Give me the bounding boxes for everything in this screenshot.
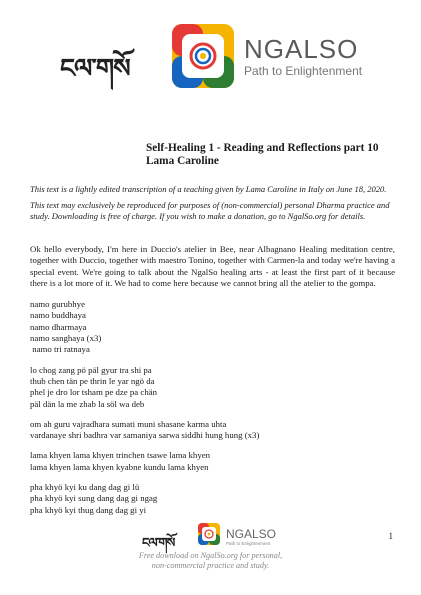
- verse-line: om ah guru vajradhara sumati muni shasane karma uhta: [30, 418, 227, 429]
- verse-line: pha khyö kyi ku dang dag gi lü: [30, 482, 140, 493]
- copyright-note: This text may exclusively be reproduced for purposes of (non-commercial) personal Dharma practice and study. Downloading is free of charge. If you wish to make a donation, go to NgalSo.org for details.: [30, 200, 390, 221]
- author-line: Lama Caroline: [146, 155, 219, 167]
- title-line: Self-Healing 1 - Reading and Reflections part 10: [146, 142, 379, 154]
- verse-line: namo dharmaya: [30, 321, 87, 332]
- verse-line: lo chog zang pö päl gyur tra shi pa: [30, 364, 152, 375]
- footer-brand-tagline: Path to Enlightenment: [226, 541, 271, 546]
- footer-tibetan-logotype: ངལ་གསོ: [142, 536, 175, 551]
- intro-notice: [30, 184, 405, 227]
- verse-block: [30, 419, 395, 442]
- footer-note-line: Free download on NgalSo.org for personal,: [138, 551, 283, 560]
- footer-brand: [226, 527, 276, 546]
- verse-line: lama khyen lama khyen trinchen tsawe lama khyen: [30, 450, 211, 461]
- footer-note: [0, 551, 421, 571]
- verse-line: lama khyen lama khyen kyabne kundu lama khyen: [30, 461, 209, 472]
- footer-logo: [142, 522, 282, 552]
- brand-block: [244, 36, 362, 78]
- tibetan-logotype: ངལ་གསོ: [60, 54, 130, 84]
- verse-line: pha khyö kyi thug dang dag gi yi: [30, 504, 147, 515]
- brand-tagline: Path to Enlightenment: [244, 64, 363, 78]
- verse-line: päl dän la me zhab la söl wa deb: [30, 398, 145, 409]
- verse-block: [30, 450, 395, 473]
- page-number: 1: [388, 531, 393, 541]
- verse-line: namo tri ratnaya: [30, 344, 90, 355]
- verse-line: thub chen tän pe thrin le yar ngö da: [30, 375, 155, 386]
- verse-line: namo buddhaya: [30, 310, 86, 321]
- verse-line: namo gurubhye: [30, 299, 85, 310]
- footer-brand-name: NGALSO: [226, 527, 277, 541]
- footer-note-line: non-commercial practice and study.: [151, 561, 270, 570]
- verse-line: vardanaye shri badhra var samaniya sarwa siddhi hung hung (x3): [30, 430, 260, 441]
- verse-block: [30, 299, 395, 355]
- verse-block: [30, 482, 395, 516]
- verse-line: namo sanghaya (x3): [30, 333, 102, 344]
- header-logo: [52, 18, 382, 96]
- ngalso-logo-icon: [197, 522, 221, 546]
- document-title: [146, 142, 406, 168]
- ngalso-logo-icon: [170, 22, 236, 90]
- brand-name: NGALSO: [244, 34, 359, 64]
- verse-line: pha khyö kyi sung dang dag gi ngag: [30, 493, 158, 504]
- main-text: [30, 244, 395, 525]
- verse-block: [30, 365, 395, 410]
- opening-paragraph: Ok hello everybody, I'm here in Duccio's atelier in Bee, near Albagnano Healing meditation centre, together with Duccio, together with maestro Tonino, together with Carmen-la and today we're having a special event. We're going to talk about the NgalSo healing arts - at least the first part of it because there is a lot more of it. We had to come here because we cannot bring all the atelier to the gompa.: [30, 244, 395, 288]
- verse-line: phel je dro lor tsham pe dze pa chän: [30, 387, 158, 398]
- transcription-note: This text is a lightly edited transcription of a teaching given by Lama Caroline in Italy on June 18, 2020.: [30, 184, 387, 194]
